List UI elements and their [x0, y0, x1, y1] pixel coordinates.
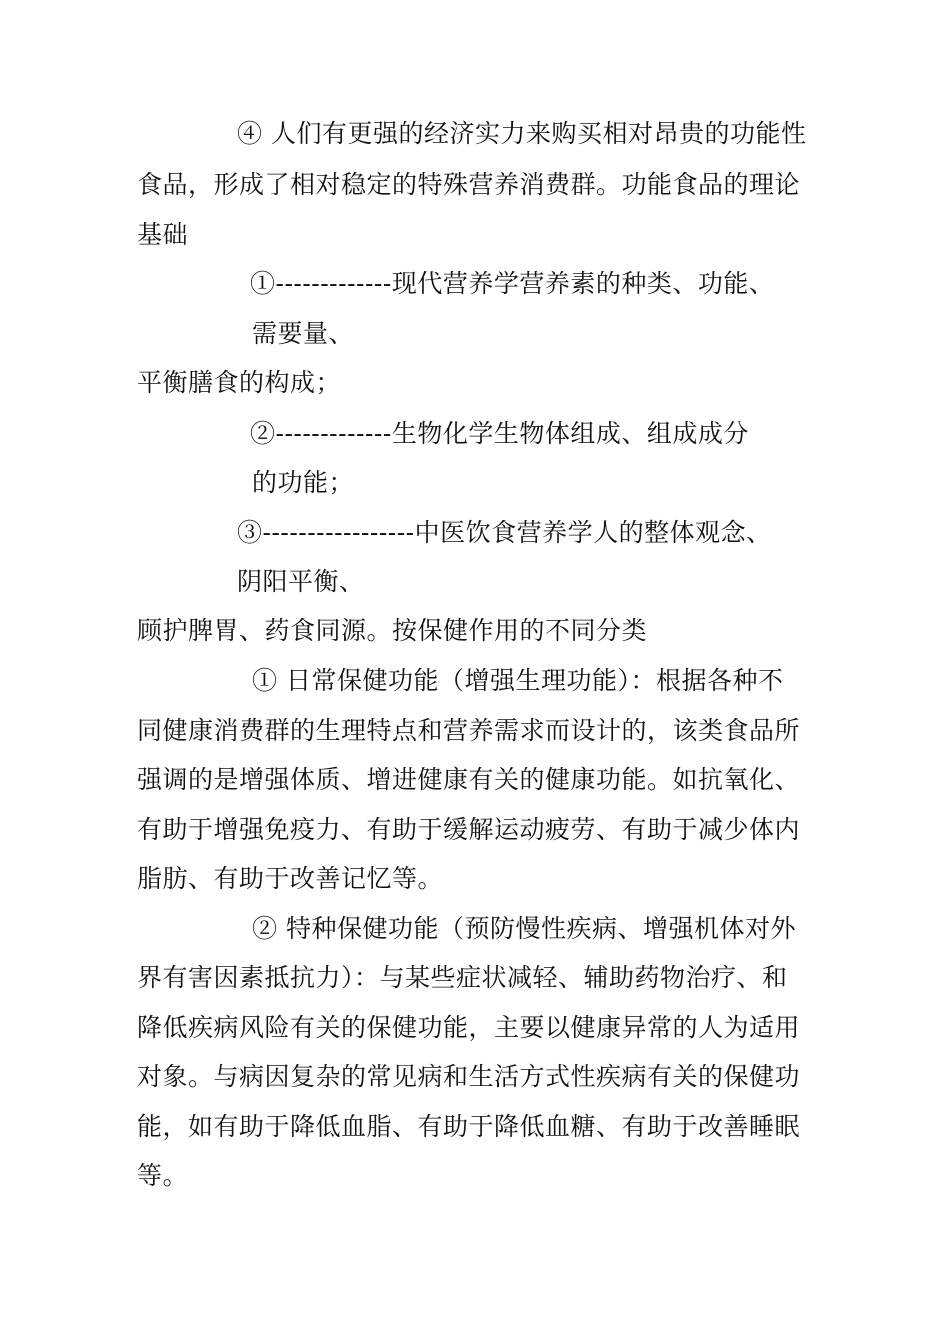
text-line: 需要量、: [252, 319, 355, 348]
text-line: 食品，形成了相对稳定的特殊营养消费群。功能食品的理论: [137, 170, 801, 199]
text-line: 同健康消费群的生理特点和营养需求而设计的，该类食品所: [137, 716, 801, 745]
text-line: 平衡膳食的构成；: [137, 368, 342, 397]
text-line: 阴阳平衡、: [237, 567, 365, 596]
text-line: ② 特种保健功能（预防慢性疾病、增强机体对外: [252, 914, 796, 943]
text-line: 强调的是增强体质、增进健康有关的健康功能。如抗氧化、: [137, 765, 801, 794]
text-line: ③-----------------中医饮食营养学人的整体观念、: [237, 518, 772, 547]
text-line: 基础: [137, 220, 189, 249]
text-line: 能，如有助于降低血脂、有助于降低血糖、有助于改善睡眠: [137, 1112, 801, 1141]
text-line: 脂肪、有助于改善记忆等。: [137, 864, 444, 893]
text-line: 等。: [137, 1161, 189, 1190]
text-line: 界有害因素抵抗力）：与某些症状减轻、辅助药物治疗、和: [137, 963, 788, 992]
text-line: ① 日常保健功能（增强生理功能）：根据各种不: [252, 666, 784, 695]
text-line: 的功能；: [252, 468, 355, 497]
text-line: 顾护脾胃、药食同源。按保健作用的不同分类: [137, 616, 648, 645]
text-line: 降低疾病风险有关的保健功能，主要以健康异常的人为适用: [137, 1013, 801, 1042]
text-line: 有助于增强免疫力、有助于缓解运动疲劳、有助于减少体内: [137, 815, 801, 844]
text-line: ②-------------生物化学生物体组成、组成成分: [250, 419, 749, 448]
text-line: ④ 人们有更强的经济实力来购买相对昂贵的功能性: [237, 119, 807, 148]
text-line: 对象。与病因复杂的常见病和生活方式性疾病有关的保健功: [137, 1062, 801, 1091]
text-line: ①-------------现代营养学营养素的种类、功能、: [250, 269, 775, 298]
